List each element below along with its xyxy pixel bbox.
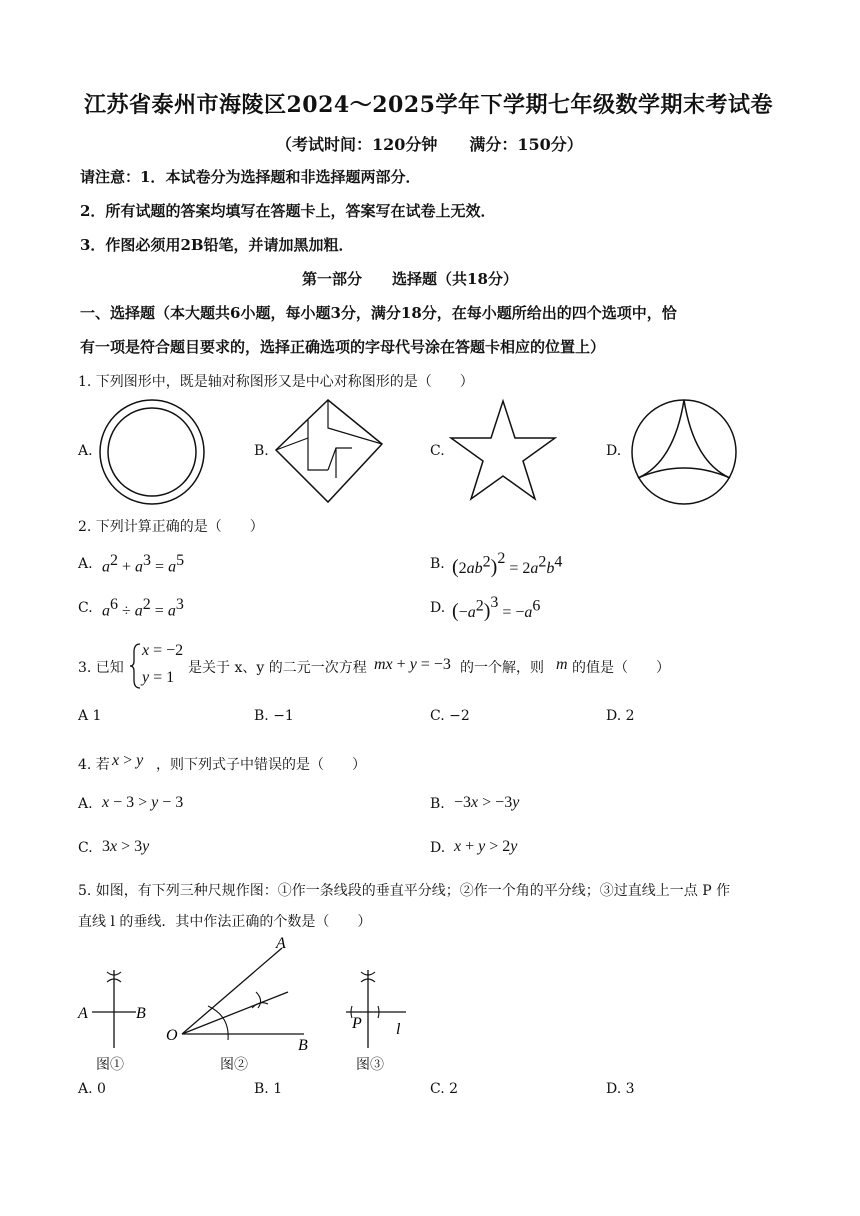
q5-option-b: B. 1 bbox=[254, 1081, 283, 1097]
q1-label-a: A. bbox=[78, 443, 93, 459]
q2-label-d: D. bbox=[430, 600, 446, 616]
svg-text:A: A bbox=[276, 935, 286, 952]
q2-label-c: C. bbox=[78, 600, 93, 616]
q4-condition: x > y bbox=[112, 752, 144, 769]
q5-fig-caption-3: 图③ bbox=[356, 1057, 384, 1073]
q4-option-a-expr: x − 3 > y − 3 bbox=[102, 794, 184, 811]
q4-label-b: B. bbox=[430, 796, 445, 812]
q3-option-d: D. 2 bbox=[606, 708, 635, 724]
svg-text:B: B bbox=[298, 1037, 308, 1050]
q4-label-c: C. bbox=[78, 840, 93, 856]
q2-option-d-expr: $(-a^2)^3 = -a^6$ bbox=[452, 594, 541, 622]
part-heading: 第一部分 选择题（共18分） bbox=[302, 270, 518, 288]
q1-figure-a-double-circle bbox=[96, 398, 208, 506]
q3-stem-mid: 是关于 x、y 的二元一次方程 bbox=[188, 660, 367, 676]
note-3: 3．作图必须用2B铅笔，并请加黑加粗． bbox=[80, 236, 354, 254]
svg-text:P: P bbox=[352, 1015, 362, 1032]
q4-option-b-expr: −3x > −3y bbox=[454, 794, 520, 811]
q3-stem-pre: 3. 已知 bbox=[78, 660, 124, 676]
q3-brace bbox=[130, 642, 142, 690]
section-instructions-1: 一、选择题（本大题共6小题，每小题3分，满分18分，在每小题所给出的四个选项中，恰 bbox=[80, 304, 677, 322]
q3-option-b: B. −1 bbox=[254, 708, 294, 724]
q1-label-d: D. bbox=[606, 443, 622, 459]
q4-label-a: A. bbox=[78, 796, 93, 812]
q4-stem-pre: 4. 若 bbox=[78, 757, 110, 773]
q2-option-b-expr: $(2ab^2)^2 = 2a^2b^4$ bbox=[452, 550, 563, 578]
q3-stem-post: 的一个解，则 bbox=[460, 660, 544, 676]
q1-label-c: C. bbox=[430, 443, 445, 459]
q1-figure-c-star bbox=[448, 398, 558, 504]
exam-subtitle: （考试时间：120分钟 满分：150分） bbox=[276, 135, 583, 154]
q5-figure-3-perpendicular-through-point bbox=[340, 962, 416, 1052]
note-2: 2．所有试题的答案均填写在答题卡上，答案写在试卷上无效． bbox=[80, 202, 496, 220]
q5-stem-line1: 5. 如图，有下列三种尺规作图：①作一条线段的垂直平分线；②作一个角的平分线；③过直线上一点 P 作 bbox=[78, 883, 731, 899]
q3-equation: mx + y = −3 bbox=[374, 656, 451, 673]
q1-label-b: B. bbox=[254, 443, 269, 459]
q4-stem-post: ，则下列式子中错误的是（ ） bbox=[156, 757, 366, 773]
q3-option-a: A 1 bbox=[78, 708, 102, 724]
svg-text:l: l bbox=[396, 1021, 401, 1038]
q1-figure-d-circle-arcs bbox=[628, 398, 740, 506]
q4-option-c-expr: 3x > 3y bbox=[102, 838, 150, 855]
svg-text:O: O bbox=[166, 1027, 178, 1044]
q5-option-d: D. 3 bbox=[606, 1081, 635, 1097]
q2-stem: 2. 下列计算正确的是（ ） bbox=[78, 519, 264, 535]
q2-label-b: B. bbox=[430, 556, 445, 572]
q3-option-c: C. −2 bbox=[430, 708, 470, 724]
q3-system-line1: x = −2 bbox=[142, 642, 184, 659]
q5-option-c: C. 2 bbox=[430, 1081, 459, 1097]
q4-label-d: D. bbox=[430, 840, 446, 856]
q3-system-line2: y = 1 bbox=[142, 669, 175, 686]
q1-stem: 1. 下列图形中，既是轴对称图形又是中心对称图形的是（ ） bbox=[78, 374, 474, 390]
q5-option-a: A. 0 bbox=[78, 1081, 106, 1097]
q2-option-a-expr: $a^2 + a^3 = a^5$ bbox=[102, 552, 185, 576]
q1-figure-b-square-pinwheel bbox=[274, 398, 384, 506]
section-instructions-2: 有一项是符合题目要求的，选择正确选项的字母代号涂在答题卡相应的位置上） bbox=[80, 338, 606, 356]
q5-fig-caption-2: 图② bbox=[220, 1057, 248, 1073]
q3-stem-end: 的值是（ ） bbox=[572, 660, 670, 676]
exam-title: 江苏省泰州市海陵区2024～2025学年下学期七年级数学期末考试卷 bbox=[84, 92, 773, 118]
q5-figure-1-perpendicular-bisector bbox=[74, 962, 158, 1052]
q2-label-a: A. bbox=[78, 556, 93, 572]
svg-text:B: B bbox=[136, 1005, 146, 1022]
q4-option-d-expr: x + y > 2y bbox=[454, 838, 518, 855]
svg-text:A: A bbox=[78, 1005, 88, 1022]
note-1: 请注意：1．本试卷分为选择题和非选择题两部分． bbox=[80, 168, 421, 186]
q3-variable-m: m bbox=[556, 656, 568, 673]
q5-figure-2-angle-bisector bbox=[164, 934, 324, 1050]
q2-option-c-expr: $a^6 \div a^2 = a^3$ bbox=[102, 596, 184, 620]
q5-stem-line2: 直线 l 的垂线．其中作法正确的个数是（ ） bbox=[78, 914, 372, 930]
q5-fig-caption-1: 图① bbox=[96, 1057, 124, 1073]
